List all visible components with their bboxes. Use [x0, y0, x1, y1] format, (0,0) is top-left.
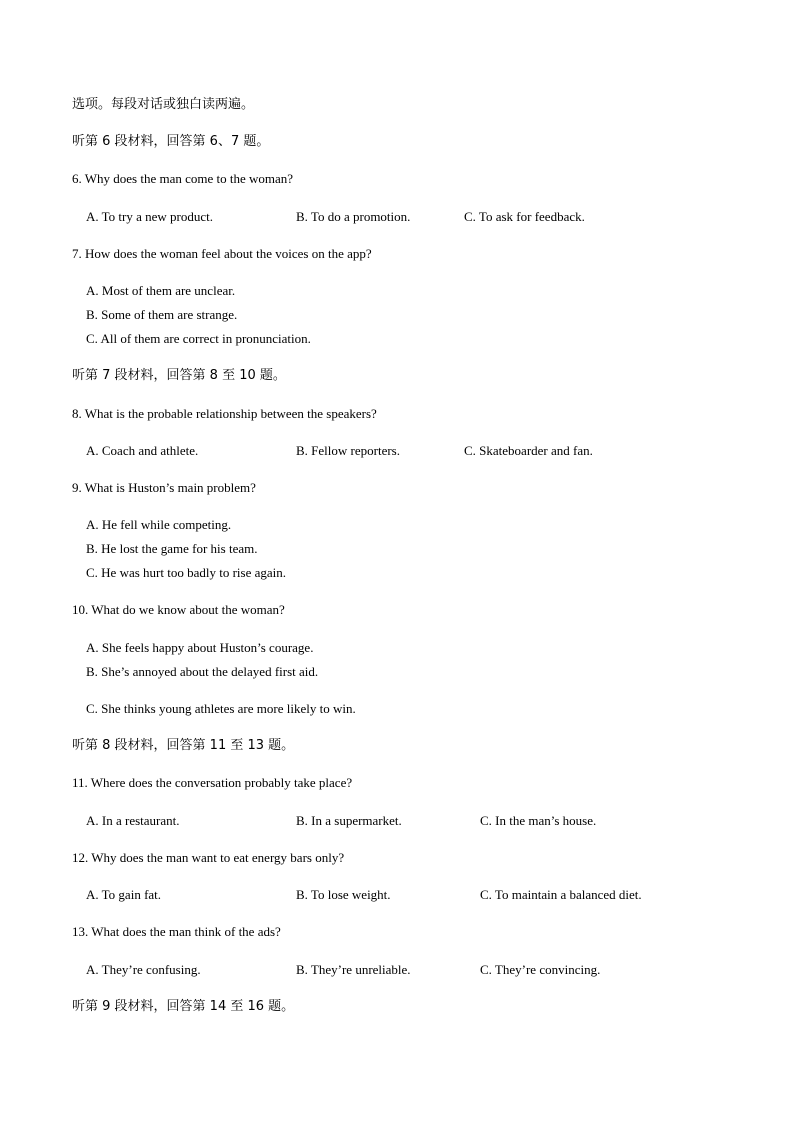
section-9-heading: 听第 9 段材料，回答第 14 至 16 题。	[72, 999, 295, 1014]
question-12-stem: 12. Why does the man want to eat energy bars only?	[72, 850, 345, 865]
question-7-stem: 7. How does the woman feel about the voices on the app?	[72, 246, 372, 261]
question-6-option-a: A. To try a new product.	[86, 209, 214, 224]
question-12-option-c: C. To maintain a balanced diet.	[480, 887, 642, 902]
question-7-option-b: B. Some of them are strange.	[86, 307, 238, 322]
question-10-stem: 10. What do we know about the woman?	[72, 602, 285, 617]
question-12-option-b: B. To lose weight.	[296, 887, 391, 902]
question-9-option-c: C. He was hurt too badly to rise again.	[86, 565, 287, 580]
question-13-option-b: B. They’re unreliable.	[296, 962, 411, 977]
question-7-option-a: A. Most of them are unclear.	[86, 283, 236, 298]
question-10-option-b: B. She’s annoyed about the delayed first aid.	[86, 664, 319, 679]
question-12-option-a: A. To gain fat.	[86, 887, 162, 902]
instructions-text: 选项。每段对话或独白读两遍。	[72, 97, 255, 112]
question-11-option-b: B. In a supermarket.	[296, 813, 402, 828]
section-8-heading: 听第 8 段材料，回答第 11 至 13 题。	[72, 738, 295, 753]
question-8-option-c: C. Skateboarder and fan.	[464, 443, 593, 458]
section-6-heading: 听第 6 段材料，回答第 6、7 题。	[72, 134, 270, 149]
question-9-stem: 9. What is Huston’s main problem?	[72, 480, 256, 495]
question-11-stem: 11. Where does the conversation probably take place?	[72, 775, 353, 790]
question-13-stem: 13. What does the man think of the ads?	[72, 924, 281, 939]
question-6-option-b: B. To do a promotion.	[296, 209, 411, 224]
question-13-option-a: A. They’re confusing.	[86, 962, 201, 977]
question-9-option-b: B. He lost the game for his team.	[86, 541, 258, 556]
question-10-option-c: C. She thinks young athletes are more likely to win.	[86, 701, 356, 716]
question-8-option-a: A. Coach and athlete.	[86, 443, 199, 458]
question-6-option-c: C. To ask for feedback.	[464, 209, 585, 224]
question-7-option-c: C. All of them are correct in pronunciation.	[86, 331, 311, 346]
section-7-heading: 听第 7 段材料，回答第 8 至 10 题。	[72, 368, 286, 383]
question-9-option-a: A. He fell while competing.	[86, 517, 232, 532]
question-8-stem: 8. What is the probable relationship between the speakers?	[72, 406, 377, 421]
question-10-option-a: A. She feels happy about Huston’s courage.	[86, 640, 314, 655]
question-13-option-c: C. They’re convincing.	[480, 962, 601, 977]
question-6-stem: 6. Why does the man come to the woman?	[72, 171, 294, 186]
question-11-option-c: C. In the man’s house.	[480, 813, 597, 828]
question-8-option-b: B. Fellow reporters.	[296, 443, 400, 458]
question-11-option-a: A. In a restaurant.	[86, 813, 180, 828]
